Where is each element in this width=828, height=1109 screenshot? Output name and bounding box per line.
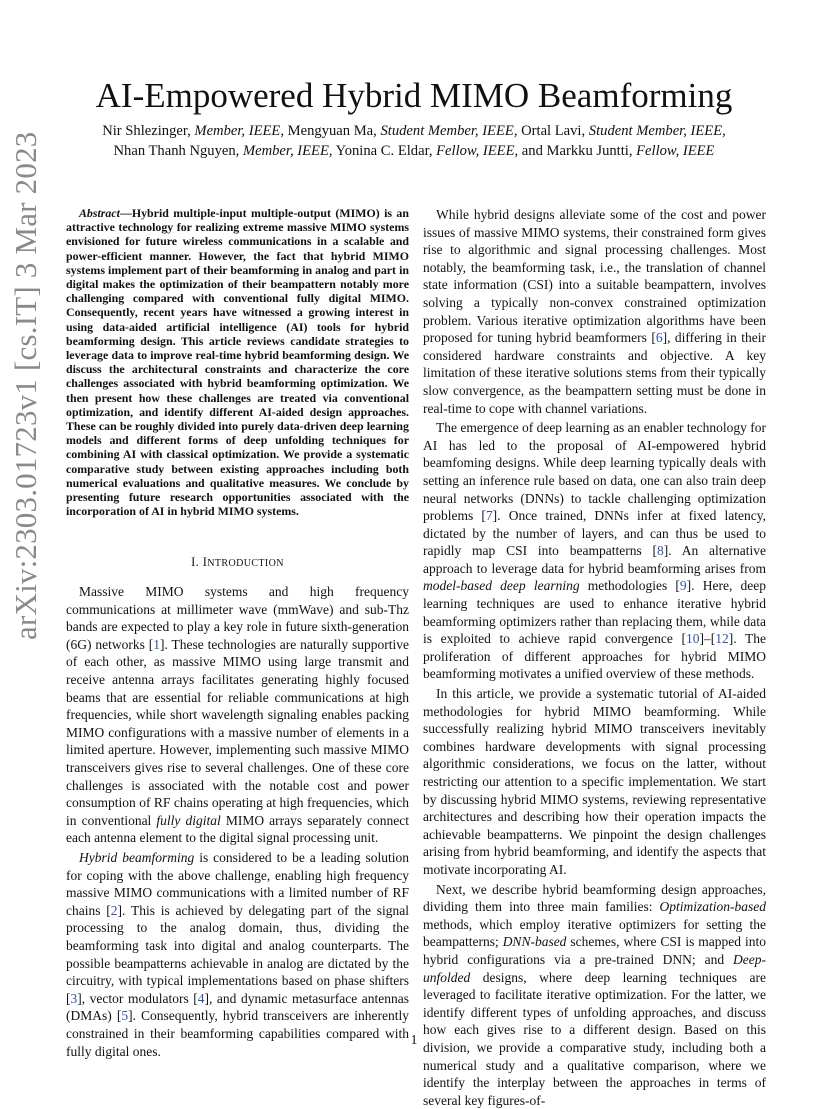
emphasis-text: model-based deep learning [423, 578, 580, 594]
emphasis-text: fully digital [156, 812, 221, 828]
author-affiliation-role: Student Member, IEEE [588, 123, 723, 139]
right-column [423, 206, 766, 1109]
citation-link[interactable]: 9 [679, 578, 687, 594]
citation-link[interactable]: 4 [197, 990, 205, 1006]
author-affiliation-role: Member, IEEE [242, 143, 329, 159]
paragraph: Massive MIMO systems and high frequency communications at millimeter wave (mmWave) and sub-Thz bands are expected to play a key role in future sixth-generation (6G) networks [1]. These technologies are naturally supportive of each other, as massive MIMO using large transmit and receive antenna arrays facilitates generating highly focused beams that are essential for reliable communications at high frequencies, while short wavelength signaling enables packing MIMO configurations with a massive number of elements in a limited aperture. However, implementing such massive MIMO transceivers gives rise to several challenges. One of these core challenges is associated with the notable cost and power consumption of RF chains operating at high frequencies, which in conventional fully digital MIMO arrays separately connect each antenna element to the digital signal processing unit. [66, 584, 410, 846]
author-affiliation-role: Fellow, IEEE [636, 143, 715, 159]
citation-link[interactable]: 5 [121, 1008, 129, 1024]
abstract-text: —Hybrid multiple-input multiple-output (MIMO) is an attractive technology for realizing extreme massive MIMO systems envisioned for future wireless communications in a scalable and power-efficient manner. However, the fact that hybrid MIMO systems implement part of their beamforming in analog and part in digital makes the optimization of their beampattern notably more challenging compared with conventional fully digital MIMO. Consequently, recent years have witnessed a growing interest in using data-aided artificial intelligence (AI) tools for hybrid beamforming design. This article reviews candidate strategies to leverage data to improve real-time hybrid beamforming design. We discuss the architectural constraints and characterize the core challenges associated with hybrid beamforming optimization. We then present how these challenges are treated via conventional optimization, and identify different AI-aided design approaches. These can be roughly divided into purely data-driven deep learning models and different forms of deep unfolding techniques for combining AI with classical optimization. We provide a systematic comparative study between existing approaches including both numerical evaluations and qualitative measures. We conclude by presenting future research opportunities associated with the incorporation of AI in hybrid MIMO systems. [66, 206, 409, 519]
paragraph: Next, we describe hybrid beamforming design approaches, dividing them into three main families: Optimization-based methods, which employ iterative optimizers for setting the beampatterns; DNN-based schemes, where CSI is mapped into hybrid configurations via a pre-trained DNN; and Deep-unfolded designs, where deep learning techniques are leveraged to facilitate iterative optimization. For the latter, we identify different types of unfolding approaches, and discuss how each gives rise to a different design. Based on this division, we provide a comparative study, including both a numerical study and a qualitative comparison, where we identify the interplay between the approaches in terms of several key figures-of- [423, 881, 766, 1108]
citation-link[interactable]: 1 [153, 636, 161, 652]
section-number: I. [191, 555, 200, 570]
citation-link[interactable]: 2 [110, 902, 118, 918]
page-number: 1 [410, 1032, 418, 1047]
paragraph: The emergence of deep learning as an enabler technology for AI has led to the proposal of AI-empowered hybrid beamfoming designs. While deep learning typically deals with setting an inference rule based on data, one can also train deep neural networks (DNNs) to tackle challenging optimization problems [7]. Once trained, DNNs infer at fixed latency, dictated by the number of layers, and can thus be used to rapidly map CSI into beampatterns [8]. An alternative approach to leverage data for hybrid beamforming arises from model-based deep learning methodologies [9]. Here, deep learning techniques are used to enhance iterative hybrid beamforming optimizers rather than replacing them, while data is exploited to achieve rapid convergence [10]–[12]. The proliferation of different approaches for hybrid MIMO beamforming motivates a unified overview of these methods. [423, 420, 767, 682]
paper-title: AI-Empowered Hybrid MIMO Beamforming [95, 76, 733, 115]
abstract [66, 206, 409, 518]
author-affiliation-role: Student Member, IEEE [380, 123, 514, 139]
left-column [66, 206, 409, 1060]
author-name: Nir Shlezinger, [102, 123, 195, 139]
emphasis-text: Deep-unfolded [423, 951, 766, 985]
author-name: Yonina C. Eldar, [335, 143, 437, 159]
abstract-lead: Abstract [79, 206, 120, 220]
arxiv-identifier: arXiv:2303.01723v1 [cs.IT] 3 Mar 2023 [8, 131, 43, 640]
emphasis-text: Hybrid beamforming [79, 849, 195, 865]
author-name: Markku Juntti, [546, 143, 637, 159]
emphasis-text: Optimization-based [659, 899, 766, 915]
citation-link[interactable]: 12 [715, 631, 729, 647]
paragraph: While hybrid designs alleviate some of the cost and power issues of massive MIMO systems, their constrained form gives rise to algorithmic and signal processing challenges. Most notably, the beamforming task, i.e., the translation of channel state information (CSI) into a suitable beampattern, involves solving a typically non-convex constrained optimization problem. Various iterative optimization algorithms have been proposed for tuning hybrid beamformers [6], differing in their considered hardware constraints and objective. A key limitation of these iterative solutions stems from their typically slow convergence, as the beampattern setting must be done in real-time to cope with channel variations. [423, 207, 766, 416]
emphasis-text: DNN-based [502, 934, 567, 950]
paragraph: Hybrid beamforming is considered to be a leading solution for coping with the above challenge, enabling high frequency massive MIMO communications with a limited number of RF chains [2]. This is achieved by delegating part of the signal processing to the analog domain, thus, dividing the beamforming task into digital and analog counterparts. The possible beampatterns achievable in analog are dictated by the circuitry, with typical implementations based on phase shifters [3], vector modulators [4], and dynamic metasurface antennas (DMAs) [5]. Consequently, hybrid transceivers are inherently constrained in their beamforming capabilities compared with fully digital ones. [66, 849, 409, 1059]
citation-link[interactable]: 10 [686, 631, 700, 647]
paragraph: In this article, we provide a systematic tutorial of AI-aided methodologies for hybrid MIMO beamforming. While successfully realizing hybrid MIMO transceivers inevitably combines hardware developments with signal processing algorithmic considerations, we focus on the latter, without restricting our attention to a specific implementation. We start by discussing hybrid MIMO systems, reviewing representative architectures and describing how their operation impacts the achievable beampatterns. We pinpoint the design challenges arising from hybrid beamforming, and identify the aspects that motivate incorporating AI. [423, 686, 766, 877]
author-list: Nir Shlezinger, Member, IEEE, Mengyuan Ma, Student Member, IEEE, Ortal Lavi, Student Member, IEEE, Nhan Thanh Nguyen, Member, IEEE, Yonina C. Eldar, Fellow, IEEE, and Markku Juntti, Fellow, IEEE [102, 123, 726, 159]
citation-link[interactable]: 6 [655, 330, 663, 346]
author-affiliation-role: Fellow, IEEE [436, 143, 515, 159]
citation-link[interactable]: 3 [70, 990, 78, 1006]
citation-link[interactable]: 7 [485, 508, 493, 524]
author-name: Ortal Lavi, [521, 123, 589, 139]
citation-link[interactable]: 8 [657, 543, 664, 559]
author-affiliation-role: Member, IEEE [194, 123, 281, 139]
author-name: Mengyuan Ma, [287, 123, 381, 139]
author-name: Nhan Thanh Nguyen, [113, 143, 243, 159]
section-heading [66, 554, 409, 573]
section-title: INTRODUCTION [202, 555, 284, 570]
